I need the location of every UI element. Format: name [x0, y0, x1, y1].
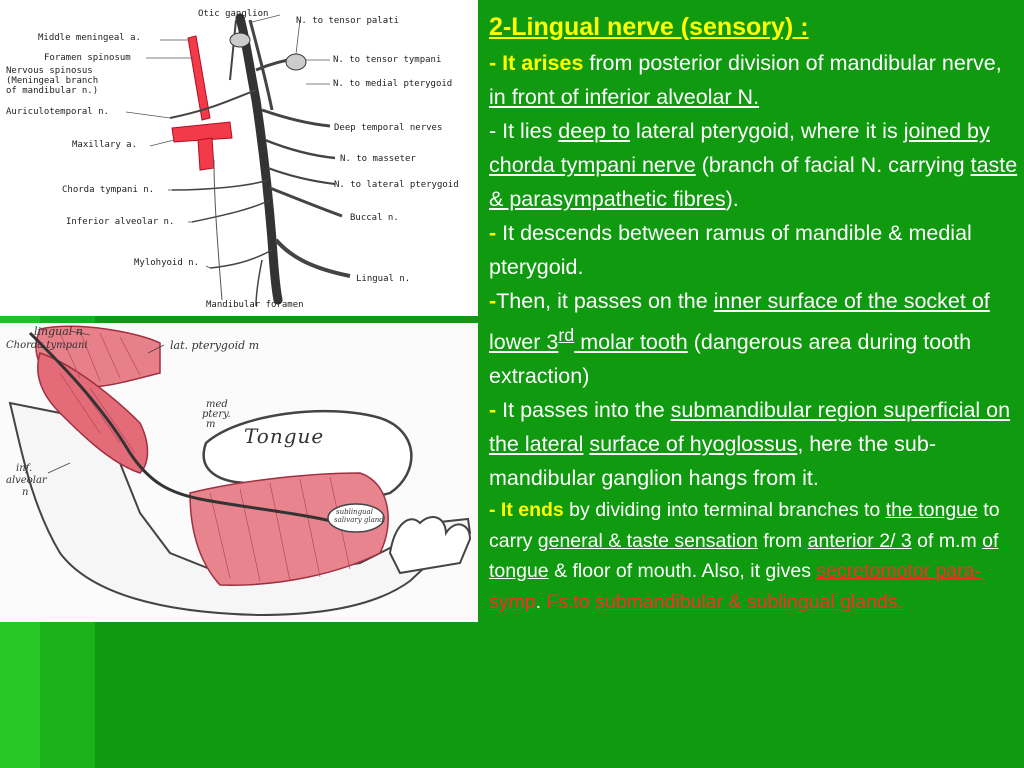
- label-sublingual-1: sublingual: [336, 508, 373, 516]
- underlined-text: of tongue: [489, 529, 999, 583]
- label-otic-ganglion: Otic ganglion: [198, 9, 269, 19]
- underlined-text: joined by chorda tympani nerve: [489, 119, 990, 177]
- label-foramen-spinosum: Foramen spinosum: [44, 53, 131, 63]
- label-deep-temporal: Deep temporal nerves: [334, 123, 443, 133]
- paragraph-submandibular: [489, 393, 1019, 495]
- label-n-tensor-tympani: N. to tensor tympani: [333, 55, 442, 65]
- underlined-text: general & taste sensation: [537, 529, 758, 552]
- text: & floor of mouth. Also, it gives: [548, 560, 817, 583]
- text: , here the sub-mandibular ganglion hangs from it.: [489, 432, 936, 491]
- red-underlined-text: secretomotor para-symp: [489, 560, 982, 613]
- label-lingual-n: lingual n: [34, 325, 83, 338]
- text: - It lies: [489, 119, 559, 143]
- text: It descends between ramus of mandible & medial pterygoid.: [489, 221, 972, 279]
- background-bottom-strip: [0, 622, 40, 768]
- label-of-mandibular: of mandibular n.): [6, 86, 99, 96]
- label-n-medial-pterygoid: N. to medial pterygoid: [333, 79, 453, 89]
- underlined-text: the tongue: [885, 499, 978, 522]
- text: lateral pterygoid, where it is: [630, 119, 904, 143]
- label-med-ptery-2: ptery.: [202, 409, 231, 420]
- label-n-masseter: N. to masseter: [340, 154, 416, 164]
- label-lingual: Lingual n.: [356, 274, 411, 284]
- lead-it-arises: - It arises: [489, 51, 584, 75]
- text: It passes into the: [496, 398, 671, 423]
- label-middle-meningeal: Middle meningeal a.: [38, 33, 141, 43]
- bullet-dash: -: [489, 221, 497, 245]
- label-chorda-tympani: Chorda tympani n.: [62, 185, 155, 195]
- text: (branch of facial N. carrying: [695, 153, 971, 177]
- text: from: [757, 529, 808, 552]
- paragraph-passes-socket: [489, 284, 1019, 393]
- label-n-tensor-palati: N. to tensor palati: [296, 16, 399, 26]
- underlined-text: inner surface of the socket of lower 3: [489, 289, 990, 355]
- text: by dividing into terminal branches to: [563, 499, 886, 522]
- red-text: Fs.to: [546, 590, 590, 613]
- text: to carry: [489, 499, 1000, 552]
- underlined-text: taste & parasympathetic fibres: [489, 153, 1018, 211]
- paragraph-ends: [489, 495, 1019, 617]
- label-med-ptery-1: med: [206, 399, 228, 410]
- paragraph-arises: [489, 46, 1019, 114]
- underlined-text: surface of hyoglossus: [589, 432, 798, 457]
- lead-it-ends: - It ends: [489, 499, 564, 522]
- background-bottom: [0, 622, 1024, 768]
- mandibular-nerve-diagram: [0, 0, 478, 316]
- lingual-nerve-drawing: [0, 323, 478, 622]
- lingual-nerve-text: [489, 8, 1019, 617]
- paragraph-lies: [489, 114, 1019, 216]
- text: ).: [725, 187, 739, 211]
- label-inferior-alveolar: Inferior alveolar n.: [66, 217, 175, 227]
- label-lat-pterygoid: lat. pterygoid m: [170, 339, 260, 352]
- paragraph-descends: [489, 216, 1019, 284]
- label-n-lateral-pterygoid: N. to lateral pterygoid: [334, 180, 459, 190]
- bullet-dash: -: [489, 398, 497, 423]
- underlined-text: submandibular region superficial on the lateral: [489, 398, 1011, 457]
- text: .: [535, 590, 547, 613]
- label-mylohyoid: Mylohyoid n.: [134, 258, 200, 268]
- label-nervous-spinosus: Nervous spinosus: [6, 66, 93, 76]
- text: of m.m: [911, 529, 983, 552]
- text: (dangerous area during tooth extraction): [489, 330, 972, 389]
- label-mandibular-foramen: Mandibular foramen: [206, 300, 304, 310]
- label-tongue: Tongue: [244, 424, 325, 448]
- underlined-text: anterior 2/ 3: [807, 529, 912, 552]
- underlined-text: molar tooth: [574, 330, 688, 355]
- superscript: rd: [558, 325, 575, 345]
- label-inf-alveolar-3: n: [22, 487, 29, 498]
- underlined-text: deep to: [558, 119, 631, 143]
- label-maxillary: Maxillary a.: [72, 140, 138, 150]
- label-chorda-tympani-bottom: Chorda tympani: [6, 340, 88, 351]
- text: Then, it passes on the: [496, 289, 714, 313]
- underlined-text: in front of inferior alveolar N.: [489, 85, 760, 109]
- label-buccal: Buccal n.: [350, 213, 399, 223]
- label-sublingual-2: salivary gland: [334, 516, 384, 524]
- bullet-dash: -: [489, 289, 497, 313]
- label-inf-alveolar-1: inf.: [16, 463, 33, 474]
- background-bottom-strip-2: [40, 622, 95, 768]
- label-auriculotemporal: Auriculotemporal n.: [6, 107, 109, 117]
- red-underlined-text: submandibular & sublingual glands.: [595, 590, 904, 613]
- label-inf-alveolar-2: alveolar: [6, 475, 47, 486]
- label-med-ptery-3: m: [206, 419, 216, 430]
- label-meningeal-branch: (Meningeal branch: [6, 76, 99, 86]
- text: from posterior division of mandibular nerve,: [583, 51, 1002, 75]
- page-title: 2-Lingual nerve (sensory) :: [489, 13, 809, 41]
- lingual-nerve-diagram: [0, 323, 478, 622]
